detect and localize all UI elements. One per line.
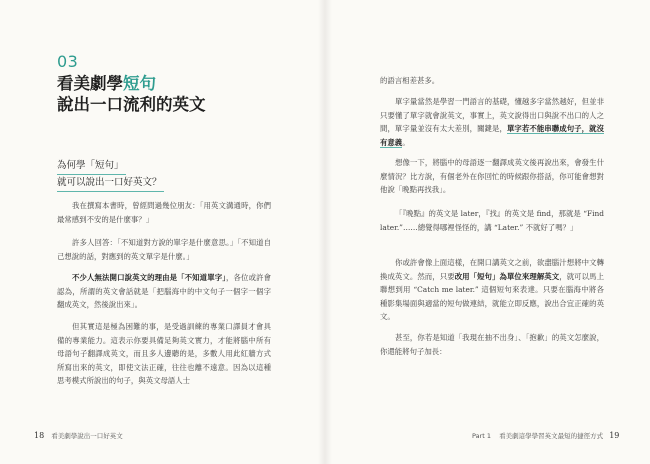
page-footer — [34, 431, 123, 440]
page-number: 19 — [609, 431, 620, 440]
bold-text: 不少人無法開口說英文的理由是「不知道單字」 — [72, 273, 227, 282]
section-heading — [57, 158, 164, 192]
paragraph — [380, 256, 604, 324]
chapter-title — [57, 73, 206, 115]
paragraph: 甚至，你若是知道「我現在抽不出身」、「抱歉」的英文怎麼說，你還能將句子加長： — [380, 333, 604, 356]
paragraph: 許多人回答：「不知道對方說的單字是什麼意思。」「不知道自己想說的話，對應到的英文單字是什麼。」 — [57, 238, 271, 261]
section-heading-line-2: 就可以說出一口好英文？ — [57, 175, 164, 192]
text: 你或許會像上面這樣，在開口講英文之前，欲盡腦汁想將中文轉換成英文。然而，只要 — [380, 258, 604, 281]
title-line-1 — [57, 73, 206, 94]
paragraph: 但其實這是極為困難的事，是受過訓練的專業口譯員才會具備的專業能力。這表示你要具備足夠英文實力，才能將腦中所有母語句子翻譯成英文，而且多人邊聽的是，多數人用此紅牆方式所寫出來的英文，即使文法正確，往往也離不遠意。因為以這種思考模式所說出的句子，與英文母語人士 — [57, 322, 271, 386]
paragraph: 想像一下，將腦中的母語逐一翻譯成英文後再說出來，會發生什麼情況？比方說，有個老外在你回忙的時候跟你搭話，你可能會想對他說「晚點再找我」。 — [380, 158, 604, 195]
title-line-2: 說出一口流利的英文 — [57, 95, 206, 114]
paragraph: 我在撰寫本書時，曾經問過幾位朋友：「用英文溝通時，你們最常感到不安的是什麼事？」 — [57, 201, 271, 224]
paragraph: 的語言相差甚多。 — [380, 76, 440, 85]
page-footer — [472, 431, 619, 440]
text: 。 — [402, 137, 410, 147]
text: ，各位或許會認為，所謂的英文會話就是「把腦海中的中文句子一個字一個字翻成英文，然後說出來」。 — [57, 273, 271, 310]
running-footer: 看美劇這學學習英文最短的捷徑方式 — [499, 432, 604, 440]
right-page — [325, 0, 650, 464]
paragraph — [380, 95, 604, 149]
bold-text: 改用「短句」為單位來理解英文 — [454, 271, 560, 281]
paragraph: 「『晚點』的英文是 later，『找』的英文是 find，那就是 “Find later.”……總覺得哪裡怪怪的，講 “Later.” 不就好了嗎？」 — [380, 209, 604, 232]
part-label: Part 1 — [472, 432, 492, 440]
chapter-number: 03 — [57, 52, 79, 71]
title-text: 看美劇學 — [57, 74, 123, 93]
section-heading-line-1: 為何學「短句」 — [57, 158, 126, 175]
text: ，就可以馬上聯想到用 “Catch me later.” 這個短句來表達。只要在腦海中將各種影集場面與適當的短句做連結，就能立即反應，說出合宜正確的英文。 — [380, 271, 604, 322]
gutter — [318, 0, 332, 464]
paragraph — [57, 271, 271, 312]
running-footer: 看美劇學說出一口好英文 — [51, 432, 123, 440]
page-number: 18 — [34, 431, 45, 440]
text: 單字量當然是學習一門語言的基礎，懂越多字當然越好，但並非只要懂了單字就會說英文，事實上，英文說得出口與說不出口的人之間，單字量並沒有太大差別，關鍵是， — [380, 97, 604, 134]
title-highlight: 短句 — [123, 74, 156, 93]
bold-underlined-text: 單字若不能串聯成句子，就沒有意義 — [380, 124, 604, 147]
